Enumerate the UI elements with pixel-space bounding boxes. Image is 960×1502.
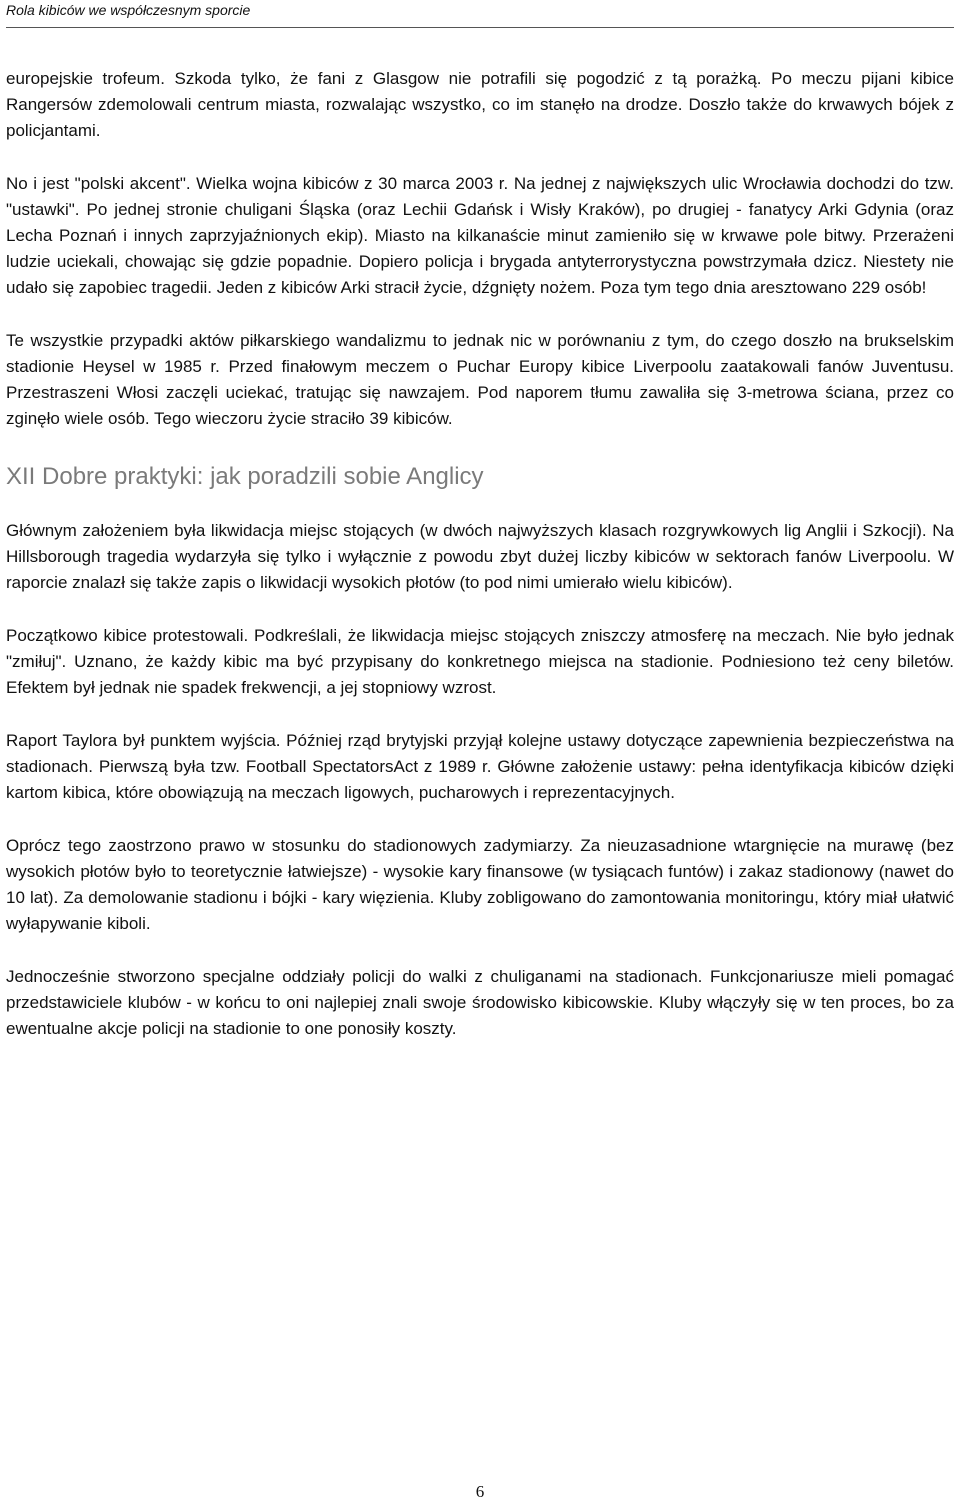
paragraph-wroclaw: No i jest "polski akcent". Wielka wojna kibiców z 30 marca 2003 r. Na jednej z największych ulic Wrocławia dochodzi do tzw. "ustawki". Po jednej stronie chuligani Śląska (oraz Lechii Gdańsk i Wisły Kraków), po drugiej - fanatycy Arki Gdynia (oraz Lecha Poznań i innych zaprzyjaźnionych ekip). Miasto na kilkanaście minut zamieniło się w krwawe pole bitwy. Przerażeni ludzie uciekali, chowając się gdzie popadnie. Dopiero policja i brygada antyterrorystyczna powstrzymała dzicz. Niestety nie udało się zapobiec tragedii. Jeden z kibiców Arki stracił życie, dźgnięty nożem. Poza tym tego dnia aresztowano 229 osób! — [6, 174, 954, 297]
paragraph-law: Oprócz tego zaostrzono prawo w stosunku do stadionowych zadymiarzy. Za nieuzasadnione wtargnięcie na murawę (bez wysokich płotów było to teoretycznie łatwiejsze) - wysokie kary finansowe (w tysiącach funtów) i zakaz stadionowy (nawet do 10 lat). Za demolowanie stadionu i bójki - kary więzienia. Kluby zobligowano do zamontowania monitoringu, który miał ułatwić wyłapywanie kiboli. — [6, 836, 954, 933]
paragraph-protests: Początkowo kibice protestowali. Podkreślali, że likwidacja miejsc stojących zniszczy atmosferę na meczach. Nie było jednak "zmiłuj". Uznano, że każdy kibic ma być przypisany do konkretnego miejsca na stadionie. Podniesiono też ceny biletów. Efektem był jednak nie spadek frekwencji, a jej stopniowy wzrost. — [6, 626, 954, 697]
paragraph-taylor-report: Raport Taylora był punktem wyjścia. Później rząd brytyjski przyjął kolejne ustawy dotyczące zapewnienia bezpieczeństwa na stadionach. Pierwszą była tzw. Football SpectatorsAct z 1989 r. Główne założenie ustawy: pełna identyfikacja kibiców dzięki kartom kibica, które obowiązują na meczach ligowych, pucharowych i reprezentacyjnych. — [6, 731, 954, 802]
paragraph-police-units: Jednocześnie stworzono specjalne oddziały policji do walki z chuliganami na stadionach. Funkcjonariusze mieli pomagać przedstawiciele klubów - w końcu to oni najlepiej znali swoje środowisko kibicowskie. Kluby włączyły się w ten proces, bo za ewentualne akcje policji na stadionie to one ponosiły koszty. — [6, 967, 954, 1038]
paragraph-heysel: Te wszystkie przypadki aktów piłkarskiego wandalizmu to jednak nic w porównaniu z tym, do czego doszło na brukselskim stadionie Heysel w 1985 r. Przed finałowym meczem o Puchar Europy kibice Liverpoolu zaatakowali fanów Juventusu. Przestraszeni Włosi zaczęli uciekać, tratując się nawzajem. Pod naporem tłumu zawaliła się 3-metrowa ściana, przez co zginęło wiele osób. Tego wieczoru życie straciło 39 kibiców. — [6, 331, 954, 428]
paragraph-glasgow: europejskie trofeum. Szkoda tylko, że fani z Glasgow nie potrafili się pogodzić z tą porażką. Po meczu pijani kibice Rangersów zdemolowali centrum miasta, rozwalając wszystko, co im stanęło na drodze. Doszło także do krwawych bójek z policjantami. — [6, 69, 954, 140]
running-header — [6, 0, 954, 28]
document-body — [6, 66, 954, 1069]
section-heading: XII Dobre praktyki: jak poradzili sobie Anglicy — [6, 463, 484, 490]
running-header-title: Rola kibiców we współczesnym sporcie — [6, 2, 251, 18]
paragraph-standing-places: Głównym założeniem była likwidacja miejsc stojących (w dwóch najwyższych klasach rozgrywkowych lig Anglii i Szkocji). Na Hillsborough tragedia wydarzyła się tylko i wyłącznie z powodu zbyt dużej liczby kibiców w sektorach fanów Liverpoolu. W raporcie znalazł się także zapis o likwidacji wysokich płotów (to pod nimi umierało wielu kibiców). — [6, 521, 954, 592]
page-number: 6 — [475, 1482, 485, 1501]
